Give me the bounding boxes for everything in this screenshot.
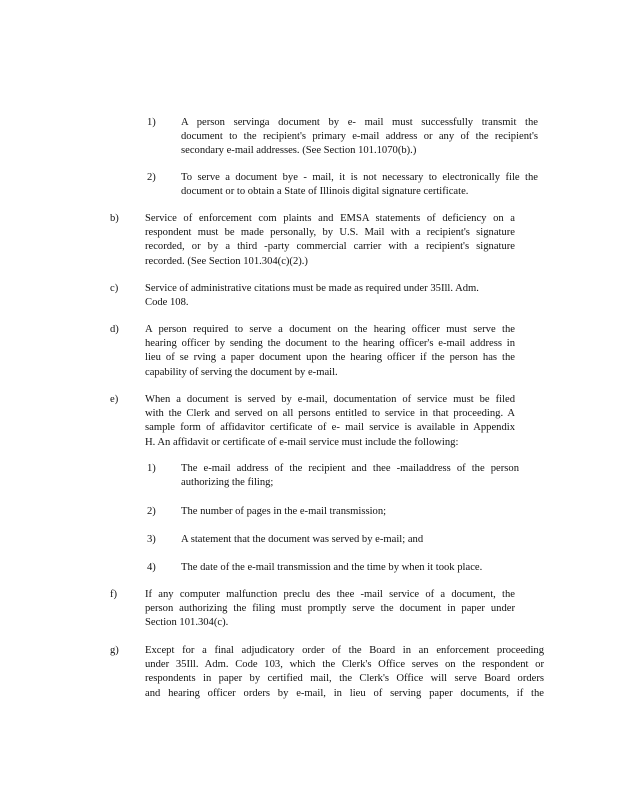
item-label: f) bbox=[110, 589, 118, 600]
text-line: sample form of affidavitor certificate of e- mail service is available in Appendix bbox=[145, 422, 515, 434]
item-label: d) bbox=[110, 324, 119, 335]
text-line: with the Clerk and served on all persons entitled to service in that proceeding. A bbox=[145, 408, 515, 420]
item-text bbox=[145, 282, 515, 310]
text-line: A statement that the document was served by e-mail; and bbox=[181, 534, 424, 545]
text-line: If any computer malfunction preclu des thee -mail service of a document, the bbox=[145, 589, 515, 600]
text-line: under 35Ill. Adm. Code 103, which the Clerk's Office serves on the respondent or bbox=[145, 659, 544, 671]
item-text bbox=[181, 505, 519, 519]
text-line: recorded, or by a third -party commercial carrier with a recipient's signature bbox=[145, 241, 515, 253]
text-line: Except for a final adjudicatory order of the Board in an enforcement proceeding bbox=[145, 645, 544, 656]
item-label: 3) bbox=[147, 534, 156, 545]
text-line: person authorizing the filing must promptly serve the document in paper under bbox=[145, 603, 515, 615]
item-text bbox=[145, 588, 515, 631]
item-text bbox=[181, 533, 519, 547]
text-line: A person servinga document by e- mail must successfully transmit the bbox=[181, 117, 538, 128]
item-text bbox=[181, 116, 538, 159]
item-text bbox=[145, 393, 515, 450]
item-text bbox=[145, 212, 515, 269]
text-line: authorizing the filing; bbox=[181, 477, 274, 489]
text-line: When a document is served by e-mail, documentation of service must be filed bbox=[145, 394, 515, 405]
text-line: respondents in paper by certified mail, the Clerk's Office will serve Board orders bbox=[145, 673, 544, 685]
text-line: capability of serving the document by e-mail. bbox=[145, 366, 338, 378]
item-label: c) bbox=[110, 283, 119, 294]
text-line: H. An affidavit or certificate of e-mail service must include the following: bbox=[145, 436, 459, 448]
item-text bbox=[145, 323, 515, 380]
text-line: document to the recipient's primary e-mail address or any of the recipient's bbox=[181, 131, 538, 143]
item-label: 1) bbox=[147, 463, 156, 474]
text-line: lieu of se rving a paper document upon the hearing officer if the person has the bbox=[145, 352, 515, 364]
text-line: respondent must be made personally, by U.S. Mail with a recipient's signature bbox=[145, 227, 515, 239]
text-line: and hearing officer orders by e-mail, in lieu of serving paper documents, if the bbox=[145, 687, 544, 699]
text-line: Service of enforcement com plaints and EMSA statements of deficiency on a bbox=[145, 213, 515, 224]
item-label: 2) bbox=[147, 506, 156, 517]
text-line: The number of pages in the e-mail transmission; bbox=[181, 506, 387, 517]
text-line: Service of administrative citations must be made as required under 35Ill. Adm. bbox=[145, 283, 479, 294]
item-label: 1) bbox=[147, 117, 156, 128]
item-text bbox=[181, 561, 519, 575]
text-line: Code 108. bbox=[145, 297, 189, 309]
item-text bbox=[145, 644, 544, 701]
item-label: b) bbox=[110, 213, 119, 224]
item-text bbox=[181, 462, 519, 490]
text-line: hearing officer by sending the document to the hearing officer's e-mail address in bbox=[145, 338, 515, 350]
item-text bbox=[181, 171, 538, 199]
text-line: A person required to serve a document on the hearing officer must serve the bbox=[145, 324, 515, 335]
text-line: secondary e-mail addresses. (See Section 101.1070(b).) bbox=[181, 145, 417, 157]
item-label: g) bbox=[110, 645, 119, 656]
text-line: To serve a document bye - mail, it is not necessary to electronically file the bbox=[181, 172, 538, 183]
item-label: 4) bbox=[147, 562, 156, 573]
text-line: document or to obtain a State of Illinois digital signature certificate. bbox=[181, 186, 469, 198]
text-line: Section 101.304(c). bbox=[145, 617, 229, 629]
text-line: The e-mail address of the recipient and thee -mailaddress of the person bbox=[181, 463, 519, 474]
item-label: e) bbox=[110, 394, 119, 405]
item-label: 2) bbox=[147, 172, 156, 183]
text-line: The date of the e-mail transmission and the time by when it took place. bbox=[181, 562, 483, 573]
text-line: recorded. (See Section 101.304(c)(2).) bbox=[145, 255, 308, 267]
